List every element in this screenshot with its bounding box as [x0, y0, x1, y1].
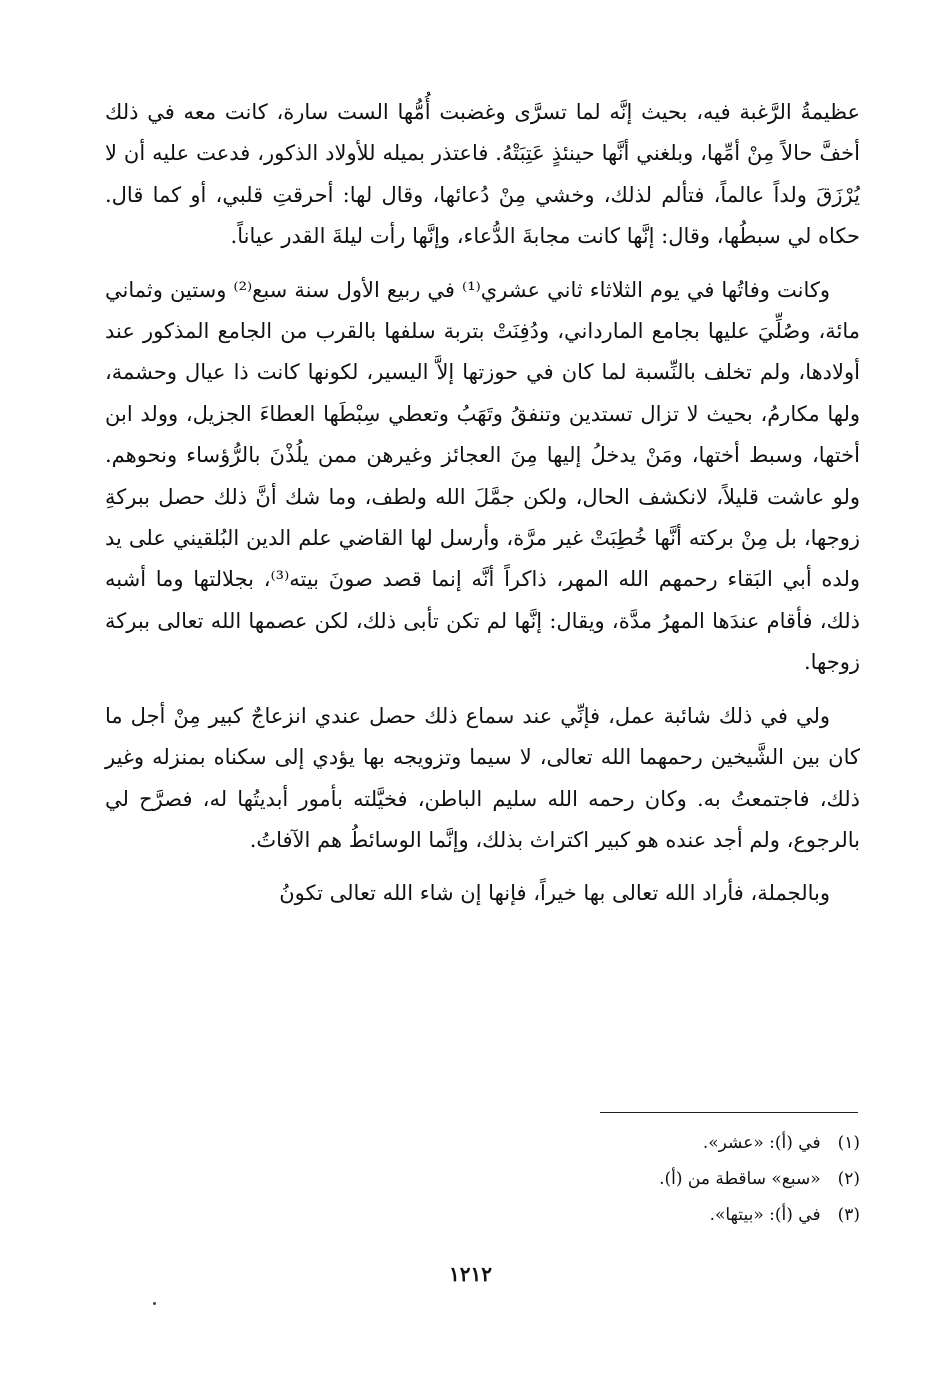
paragraph-4: وبالجملة، فأراد الله تعالى بها خيراً، فإنها إن شاء الله تعالى تكونُ — [279, 881, 830, 906]
footnote-number: (٣) — [837, 1205, 860, 1225]
footnote-text: في (أ): «بيتها». — [709, 1205, 821, 1225]
footnote-text: في (أ): «عشر». — [702, 1133, 821, 1153]
main-text — [105, 92, 860, 927]
footnote-divider — [600, 1112, 858, 1113]
footnote-text: «سبع» ساقطة من (أ). — [659, 1169, 821, 1189]
footnote-number: (١) — [837, 1133, 860, 1153]
footnote-3 — [105, 1197, 860, 1233]
paragraph-2: وكانت وفاتُها في يوم الثلاثاء ثاني عشري⁽¹⁾ في ربيع الأول سنة سبع⁽²⁾ وستين وثماني مائة، وصُلِّيَ عليها بجامع المارداني، ودُفِنَتْ بتربة سلفها بالقرب من الجامع المذكور عند أولادها، ولم تخلف بالنِّسبة لما كان في حوزتها إلاَّ اليسير، لكونها كانت ذا عيال وحشمة، ولها مكارمُ، بحيث لا تزال تستدين وتنفقُ وتَهَبُ وتعطي سِبْطَها العطاءَ الجزيل، وولد ابن أختها، وسبط أختها، ومَنْ يدخلُ إليها مِنَ العجائز وغيرهن ممن يلُذْنَ بالرُّؤساء ونحوهم. ولو عاشت قليلاً، لانكشف الحال، ولكن جمَّلَ الله ولطف، وما شك أنَّ ذلك حصل ببركةِ زوجها، بل مِنْ بركته أنَّها خُطِبَتْ غير مرَّة، وأرسل لها القاضي علم الدين البُلقيني على يد ولده أبي البَقاء رحمهم الله المهر، ذاكراً أنَّه إنما قصد صونَ بيته⁽³⁾، بجلالتها وما أشبه ذلك، فأقام عندَها المهرُ مدَّة، ويقال: إنَّها لم تكن تأبى ذلك، لكن عصمها الله تعالى ببركة زوجها. — [105, 277, 860, 675]
scan-speck — [153, 1302, 156, 1305]
paragraph-3: ولي في ذلك شائبة عمل، فإنِّي عند سماع ذلك حصل عندي انزعاجٌ كبير مِنْ أجل ما كان بين الشَّيخين رحمهما الله تعالى، لا سيما وتزويجه بها يؤدي إلى سكناه بمنزله وغير ذلك، فاجتمعتُ به. وكان رحمه الله سليم الباطن، فخيَّلته بأمور أبديتُها له، فصرَّح لي بالرجوع، ولم أجد عنده هو كبير اكتراث بذلك، وإنَّما الوسائطُ هم الآفاتُ. — [105, 703, 860, 852]
footnote-2 — [105, 1161, 860, 1197]
paragraph-1: عظيمةُ الرَّغبة فيه، بحيث إنَّه لما تسرَّى وغضبت أُمُّها الست سارة، كانت معه في ذلك أخفَّ حالاً مِنْ أمِّها، وبلغني أنَّها حينئذٍ عَتِبَتْهُ. فاعتذر بميله للأولاد الذكور، فدعت عليه أن لا يُرْزَقَ ولداً عالماً، فتألم لذلك، وخشي مِنْ دُعائها، وقال لها: أحرقتِ قلبي، أو كما قال. حكاه لي سبطُها، وقال: إنَّها كانت مجابةَ الدُّعاء، وإنَّها رأت ليلةَ القدر عياناً. — [105, 100, 860, 249]
page-number: ١٢١٢ — [449, 1262, 492, 1286]
footnotes — [105, 1125, 860, 1233]
footnote-number: (٢) — [837, 1169, 860, 1189]
footnote-1 — [105, 1125, 860, 1161]
